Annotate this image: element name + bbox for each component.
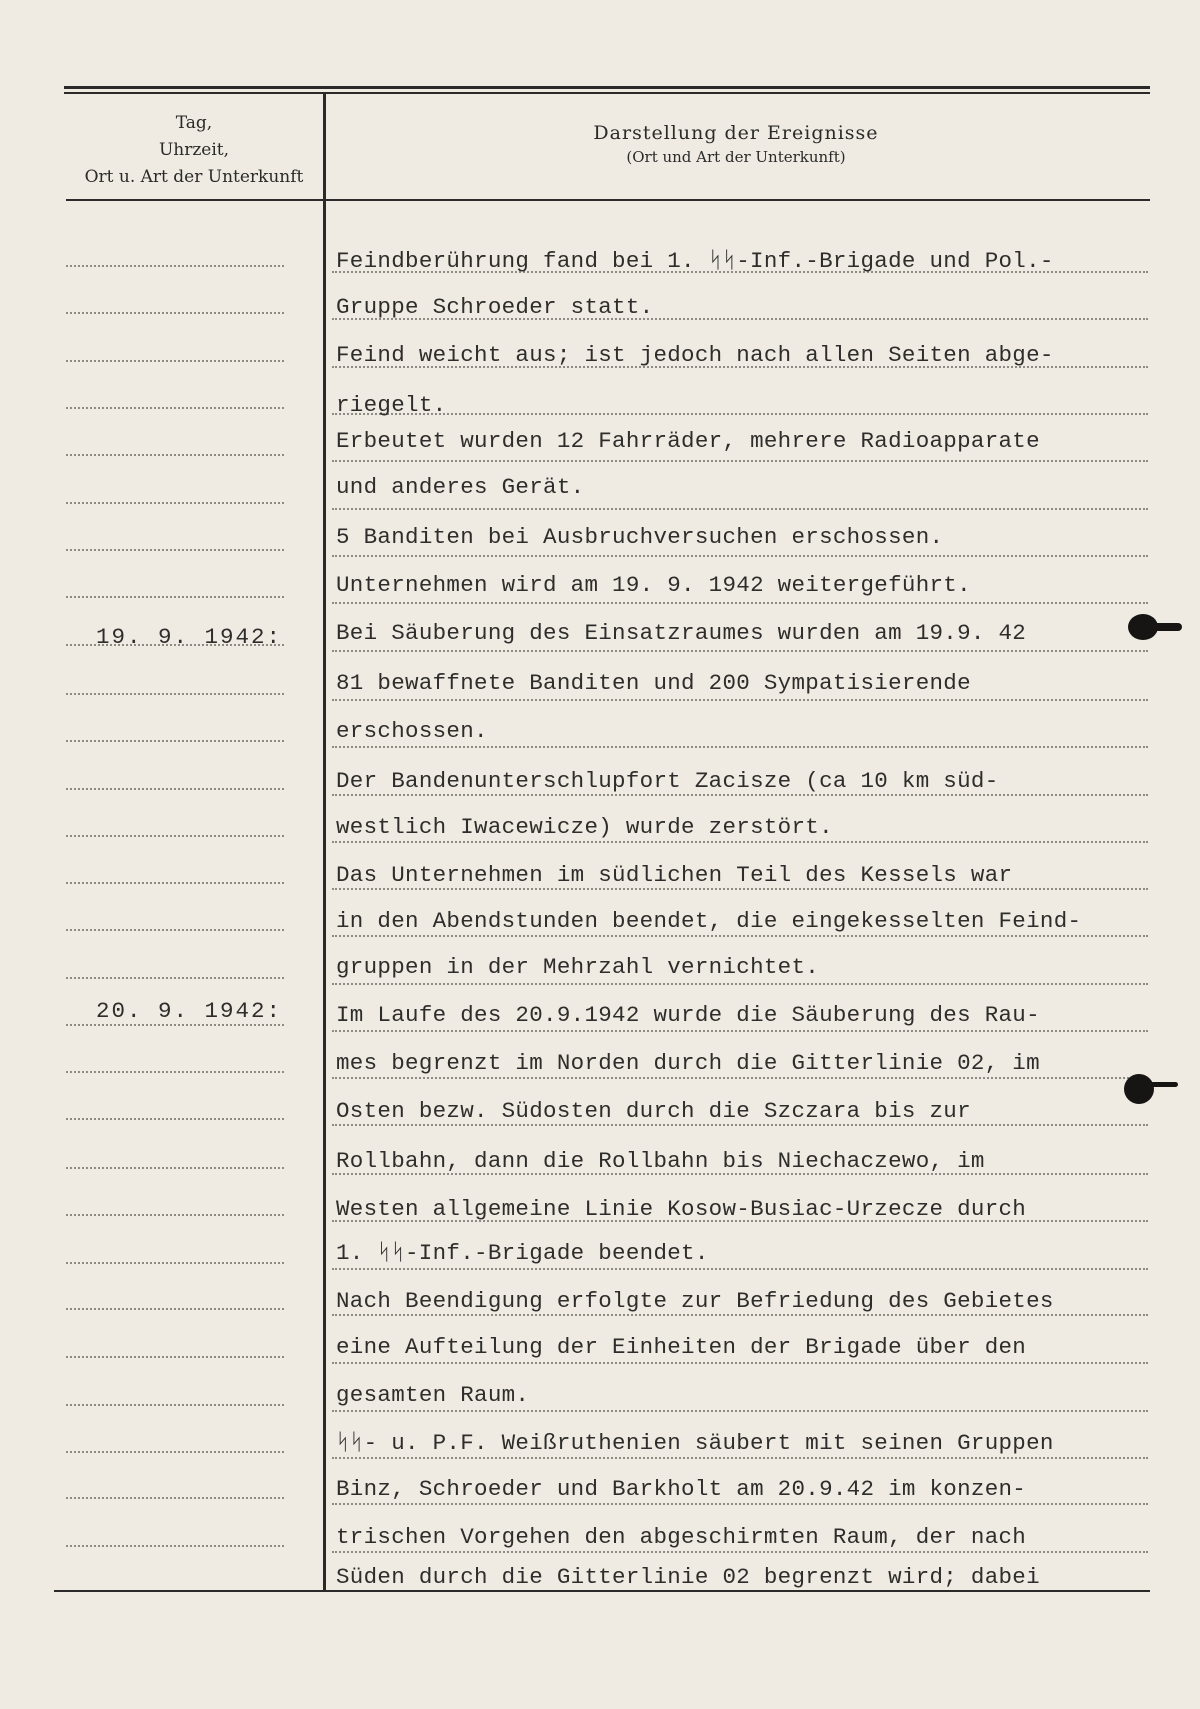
dotted-rule-left: [66, 1071, 284, 1073]
dotted-rule-right: [332, 1362, 1148, 1364]
text-line: Unternehmen wird am 19. 9. 1942 weitergeführt.: [336, 572, 971, 598]
dotted-rule-left: [66, 1262, 284, 1264]
ink-blot: [1150, 1082, 1178, 1087]
top-double-rule-1: [64, 86, 1150, 89]
text-line: Feind weicht aus; ist jedoch nach allen Seiten abge-: [336, 342, 1054, 368]
column-divider: [323, 94, 326, 1591]
dotted-rule-right: [332, 794, 1148, 796]
dotted-rule-left: [66, 1497, 284, 1499]
dotted-rule-left: [66, 1545, 284, 1547]
header-right-title: Darstellung der Ereignisse: [593, 122, 879, 144]
text-line: Nach Beendigung erfolgte zur Befriedung des Gebietes: [336, 1288, 1054, 1314]
header-left-line-3: Ort u. Art der Unterkunft: [84, 167, 304, 187]
text-line: westlich Iwacewicze) wurde zerstört.: [336, 814, 833, 840]
text-line: Der Bandenunterschlupfort Zacisze (ca 10 km süd-: [336, 768, 999, 794]
text-line: Im Laufe des 20.9.1942 wurde die Säuberung des Rau-: [336, 1002, 1040, 1028]
dotted-rule-left: [66, 502, 284, 504]
header-bottom-rule: [66, 199, 1150, 201]
dotted-rule-right: [332, 1077, 1148, 1079]
dotted-rule-left: [66, 549, 284, 551]
dotted-rule-left: [66, 1024, 284, 1026]
ink-blot: [1150, 623, 1182, 631]
dotted-rule-left: [66, 977, 284, 979]
dotted-rule-left: [66, 929, 284, 931]
text-line: Osten bezw. Südosten durch die Szczara bis zur: [336, 1098, 971, 1124]
dotted-rule-left: [66, 265, 284, 267]
text-line: Westen allgemeine Linie Kosow-Busiac-Urzecze durch: [336, 1196, 1027, 1222]
dotted-rule-right: [332, 983, 1148, 985]
dotted-rule-right: [332, 935, 1148, 937]
text-line: 5 Banditen bei Ausbruchversuchen erschossen.: [336, 524, 944, 550]
text-line: gesamten Raum.: [336, 1382, 530, 1408]
bottom-rule: [54, 1590, 1150, 1592]
text-line: Das Unternehmen im südlichen Teil des Kessels war: [336, 862, 1013, 888]
date-entry-20-9-1942: 20. 9. 1942:: [96, 998, 283, 1024]
dotted-rule-right: [332, 699, 1148, 701]
text-line: Binz, Schroeder und Barkholt am 20.9.42 im konzen-: [336, 1476, 1027, 1502]
dotted-rule-right: [332, 746, 1148, 748]
date-entry-19-9-1942: 19. 9. 1942:: [96, 624, 283, 650]
dotted-rule-left: [66, 1214, 284, 1216]
dotted-rule-right: [332, 555, 1148, 557]
dotted-rule-right: [332, 460, 1148, 462]
text-line: mes begrenzt im Norden durch die Gitterlinie 02, im: [336, 1050, 1040, 1076]
dotted-rule-right: [332, 841, 1148, 843]
dotted-rule-left: [66, 1118, 284, 1120]
dotted-rule-right: [332, 1124, 1148, 1126]
dotted-rule-right: [332, 1457, 1148, 1459]
text-line: in den Abendstunden beendet, die eingekesselten Feind-: [336, 908, 1082, 934]
dotted-rule-left: [66, 1308, 284, 1310]
dotted-rule-left: [66, 1356, 284, 1358]
text-line: ᛋᛋ- u. P.F. Weißruthenien säubert mit seinen Gruppen: [336, 1430, 1054, 1456]
dotted-rule-right: [332, 1314, 1148, 1316]
dotted-rule-right: [332, 508, 1148, 510]
text-line: Erbeutet wurden 12 Fahrräder, mehrere Radioapparate: [336, 428, 1040, 454]
text-line: Feindberührung fand bei 1. ᛋᛋ-Inf.-Brigade und Pol.-: [336, 248, 1054, 274]
header-right-column: [326, 120, 1146, 168]
header-left-line-2: Uhrzeit,: [158, 140, 230, 160]
dotted-rule-right: [332, 1503, 1148, 1505]
dotted-rule-left: [66, 740, 284, 742]
dotted-rule-left: [66, 454, 284, 456]
text-line: Gruppe Schroeder statt.: [336, 294, 654, 320]
text-line: gruppen in der Mehrzahl vernichtet.: [336, 954, 820, 980]
ink-blot: [1124, 1074, 1154, 1104]
text-line: eine Aufteilung der Einheiten der Brigade über den: [336, 1334, 1027, 1360]
text-line: trischen Vorgehen den abgeschirmten Raum, der nach: [336, 1524, 1027, 1550]
dotted-rule-left: [66, 407, 284, 409]
text-line: Rollbahn, dann die Rollbahn bis Niechaczewo, im: [336, 1148, 985, 1174]
text-line: Süden durch die Gitterlinie 02 begrenzt wird; dabei: [336, 1564, 1040, 1590]
dotted-rule-left: [66, 1404, 284, 1406]
dotted-rule-right: [332, 602, 1148, 604]
text-line: 1. ᛋᛋ-Inf.-Brigade beendet.: [336, 1240, 709, 1266]
dotted-rule-right: [332, 1410, 1148, 1412]
text-line: und anderes Gerät.: [336, 474, 585, 500]
dotted-rule-left: [66, 596, 284, 598]
header-right-subtitle: (Ort und Art der Unterkunft): [626, 148, 846, 166]
text-line: 81 bewaffnete Banditen und 200 Sympatisierende: [336, 670, 971, 696]
dotted-rule-left: [66, 882, 284, 884]
dotted-rule-left: [66, 360, 284, 362]
top-double-rule-2: [64, 92, 1150, 94]
dotted-rule-left: [66, 835, 284, 837]
text-line: erschossen.: [336, 718, 488, 744]
dotted-rule-left: [66, 1451, 284, 1453]
dotted-rule-right: [332, 1268, 1148, 1270]
text-line: Bei Säuberung des Einsatzraumes wurden am 19.9. 42: [336, 620, 1027, 646]
dotted-rule-right: [332, 413, 1148, 415]
header-left-column: [66, 110, 322, 191]
dotted-rule-left: [66, 693, 284, 695]
dotted-rule-left: [66, 788, 284, 790]
dotted-rule-left: [66, 1167, 284, 1169]
dotted-rule-right: [332, 1551, 1148, 1553]
dotted-rule-right: [332, 1030, 1148, 1032]
text-line: riegelt.: [336, 392, 447, 418]
dotted-rule-right: [332, 888, 1148, 890]
dotted-rule-left: [66, 312, 284, 314]
header-left-line-1: Tag,: [175, 113, 213, 133]
dotted-rule-right: [332, 650, 1148, 652]
